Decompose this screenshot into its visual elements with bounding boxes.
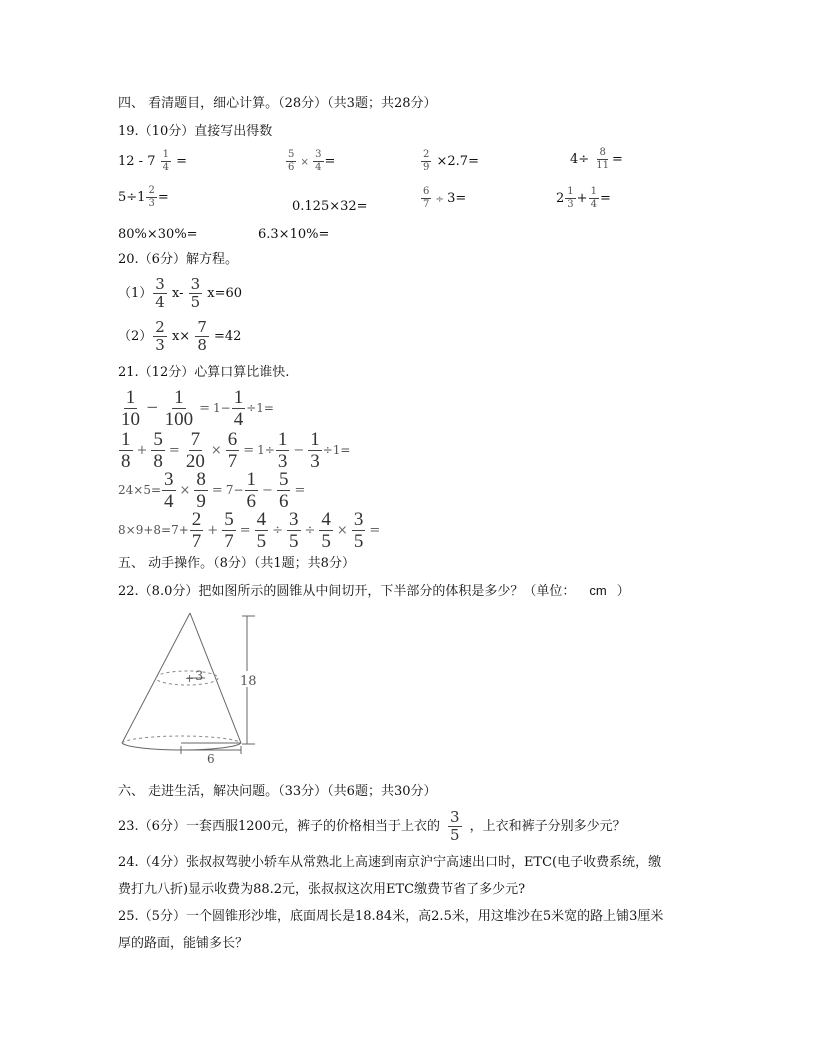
section-6-heading: 六、 走进生活，解决问题。（33分）（共6题；共30分） — [118, 784, 437, 799]
fraction: $\frac{3}{5}$ — [450, 808, 460, 844]
q19-row1-item-d: 4÷ $\frac{8}{11}$ = — [570, 147, 623, 171]
fraction: $\frac{1}{4}$ — [590, 186, 597, 210]
question-24-line-2: 费打九八折)显示收费为88.2元，张叔叔这次用ETC缴费节省了多少元? — [118, 882, 526, 897]
q20-equation-1: （1） $\frac{3}{4}$ x- $\frac{3}{5}$ x=60 — [118, 275, 243, 311]
fraction: $\frac{6}{7}$ — [227, 429, 238, 472]
fraction: $\frac{1}{3}$ — [310, 429, 320, 472]
cone-base-back — [122, 736, 241, 743]
q19-row3-item-a: 80%×30%= — [118, 227, 198, 242]
center-marker: + — [185, 672, 195, 685]
cone-left-edge — [122, 613, 190, 743]
fraction: $\frac{3}{5}$ — [353, 509, 364, 552]
fraction: $\frac{1}{3}$ — [277, 429, 288, 472]
fraction: $\frac{2}{3}$ — [155, 318, 165, 354]
fraction: $\frac{3}{5}$ — [190, 275, 201, 311]
fraction: $\frac{2}{7}$ — [191, 509, 202, 552]
fraction: $\frac{2}{9}$ — [423, 149, 430, 173]
fraction: $\frac{3}{4}$ — [164, 469, 174, 512]
fraction: $\frac{1}{8}$ — [121, 429, 131, 472]
section-5-heading: 五、 动手操作。（8分）（共1题；共8分） — [118, 556, 355, 571]
fraction: $\frac{5}{6}$ — [278, 469, 289, 512]
q19-row3-item-b: 6.3×10%= — [258, 227, 330, 242]
fraction: $\frac{1}{10}$ — [121, 387, 140, 430]
fraction: $\frac{1}{4}$ — [162, 149, 169, 173]
question-22-title: 22.（8.0分）把如图所示的圆锥从中间切开，下半部分的体积是多少？（单位： cm ） — [118, 583, 630, 599]
q19-row2-item-b: 0.125×32= — [292, 199, 368, 214]
fraction: $\frac{3}{4}$ — [315, 149, 322, 173]
section-4-heading: 四、 看清题目，细心计算。（28分）（共3题；共28分） — [118, 96, 437, 111]
q21-row-4: 8×9+8=7+ $\frac{2}{7}$ + $\frac{5}{7}$ = $\frac{4}{5}$ ÷ $\frac{3}{5}$ ÷ $\frac{4}{5}$ × $\frac{3}{5}$ = — [118, 509, 381, 552]
fraction: $\frac{2}{3}$ — [148, 185, 155, 209]
q19-row2-item-a: 5÷1 $\frac{2}{3}$ = — [118, 185, 169, 209]
unit-label: cm — [589, 583, 607, 598]
fraction: $\frac{1}{100}$ — [164, 387, 194, 430]
q21-row-1: $\frac{1}{10}$ − $\frac{1}{100}$ = 1− $\frac{1}{4}$ ÷1= — [121, 387, 274, 430]
q19-row1-item-a: 12 - 7 $\frac{1}{4}$ = — [118, 149, 188, 173]
cone-figure — [115, 608, 265, 768]
fraction: $\frac{5}{7}$ — [224, 509, 234, 552]
height-label: 18 — [240, 674, 257, 689]
question-19-title: 19.（10分）直接写出得数 — [118, 124, 273, 139]
fraction: $\frac{4}{5}$ — [321, 509, 331, 552]
fraction: $\frac{7}{20}$ — [185, 429, 205, 472]
fraction: $\frac{1}{6}$ — [246, 469, 257, 512]
question-21-title: 21.（12分）心算口算比谁快. — [118, 365, 290, 380]
q19-row2-item-c: $\frac{6}{7}$ ÷ 3= — [423, 186, 467, 210]
fraction: $\frac{7}{8}$ — [197, 318, 207, 354]
question-23: 23.（6分）一套西服1200元，裤子的价格相当于上衣的 $\frac{3}{5}$ ，上衣和裤子分别多少元？ — [118, 808, 626, 844]
fraction: $\frac{3}{4}$ — [155, 275, 165, 311]
fraction: $\frac{4}{5}$ — [256, 509, 267, 552]
question-20-title: 20.（6分）解方程。 — [118, 252, 238, 267]
q21-row-3: 24×5= $\frac{3}{4}$ × $\frac{8}{9}$ = 7− $\frac{1}{6}$ − $\frac{5}{6}$ = — [118, 469, 306, 512]
q21-row-2: $\frac{1}{8}$ + $\frac{5}{8}$ = $\frac{7}{20}$ × $\frac{6}{7}$ = 1÷ $\frac{1}{3}$ − $\frac{1}{3}$ ÷1= — [121, 429, 351, 472]
fraction: $\frac{8}{11}$ — [596, 147, 610, 171]
fraction: $\frac{1}{3}$ — [567, 186, 574, 210]
q19-row1-item-b: $\frac{5}{6}$ × $\frac{3}{4}$ = — [288, 149, 336, 173]
question-25-line-2: 厚的路面，能铺多长？ — [118, 936, 249, 951]
mid-radius-label: 3 — [195, 669, 204, 684]
fraction: $\frac{6}{7}$ — [423, 186, 430, 210]
question-24-line-1: 24.（4分）张叔叔驾驶小轿车从常熟北上高速到南京沪宁高速出口时，ETC(电子收费系统，缴 — [118, 855, 662, 870]
fraction: $\frac{1}{4}$ — [233, 387, 244, 430]
question-25-line-1: 25.（5分）一个圆锥形沙堆，底面周长是18.84米，高2.5米，用这堆沙在5米宽的路上铺3厘米 — [118, 909, 664, 924]
fraction: $\frac{3}{5}$ — [289, 509, 299, 552]
base-radius-label: 6 — [207, 752, 215, 766]
q19-row1-item-c: $\frac{2}{9}$ ×2.7= — [423, 149, 479, 173]
q19-row2-item-d: 2 $\frac{1}{3}$ + $\frac{1}{4}$ = — [556, 186, 611, 210]
fraction: $\frac{5}{6}$ — [288, 149, 295, 173]
q20-equation-2: （2） $\frac{2}{3}$ x× $\frac{7}{8}$ =42 — [118, 318, 242, 354]
fraction: $\frac{8}{9}$ — [196, 469, 206, 512]
fraction: $\frac{5}{8}$ — [153, 429, 163, 472]
